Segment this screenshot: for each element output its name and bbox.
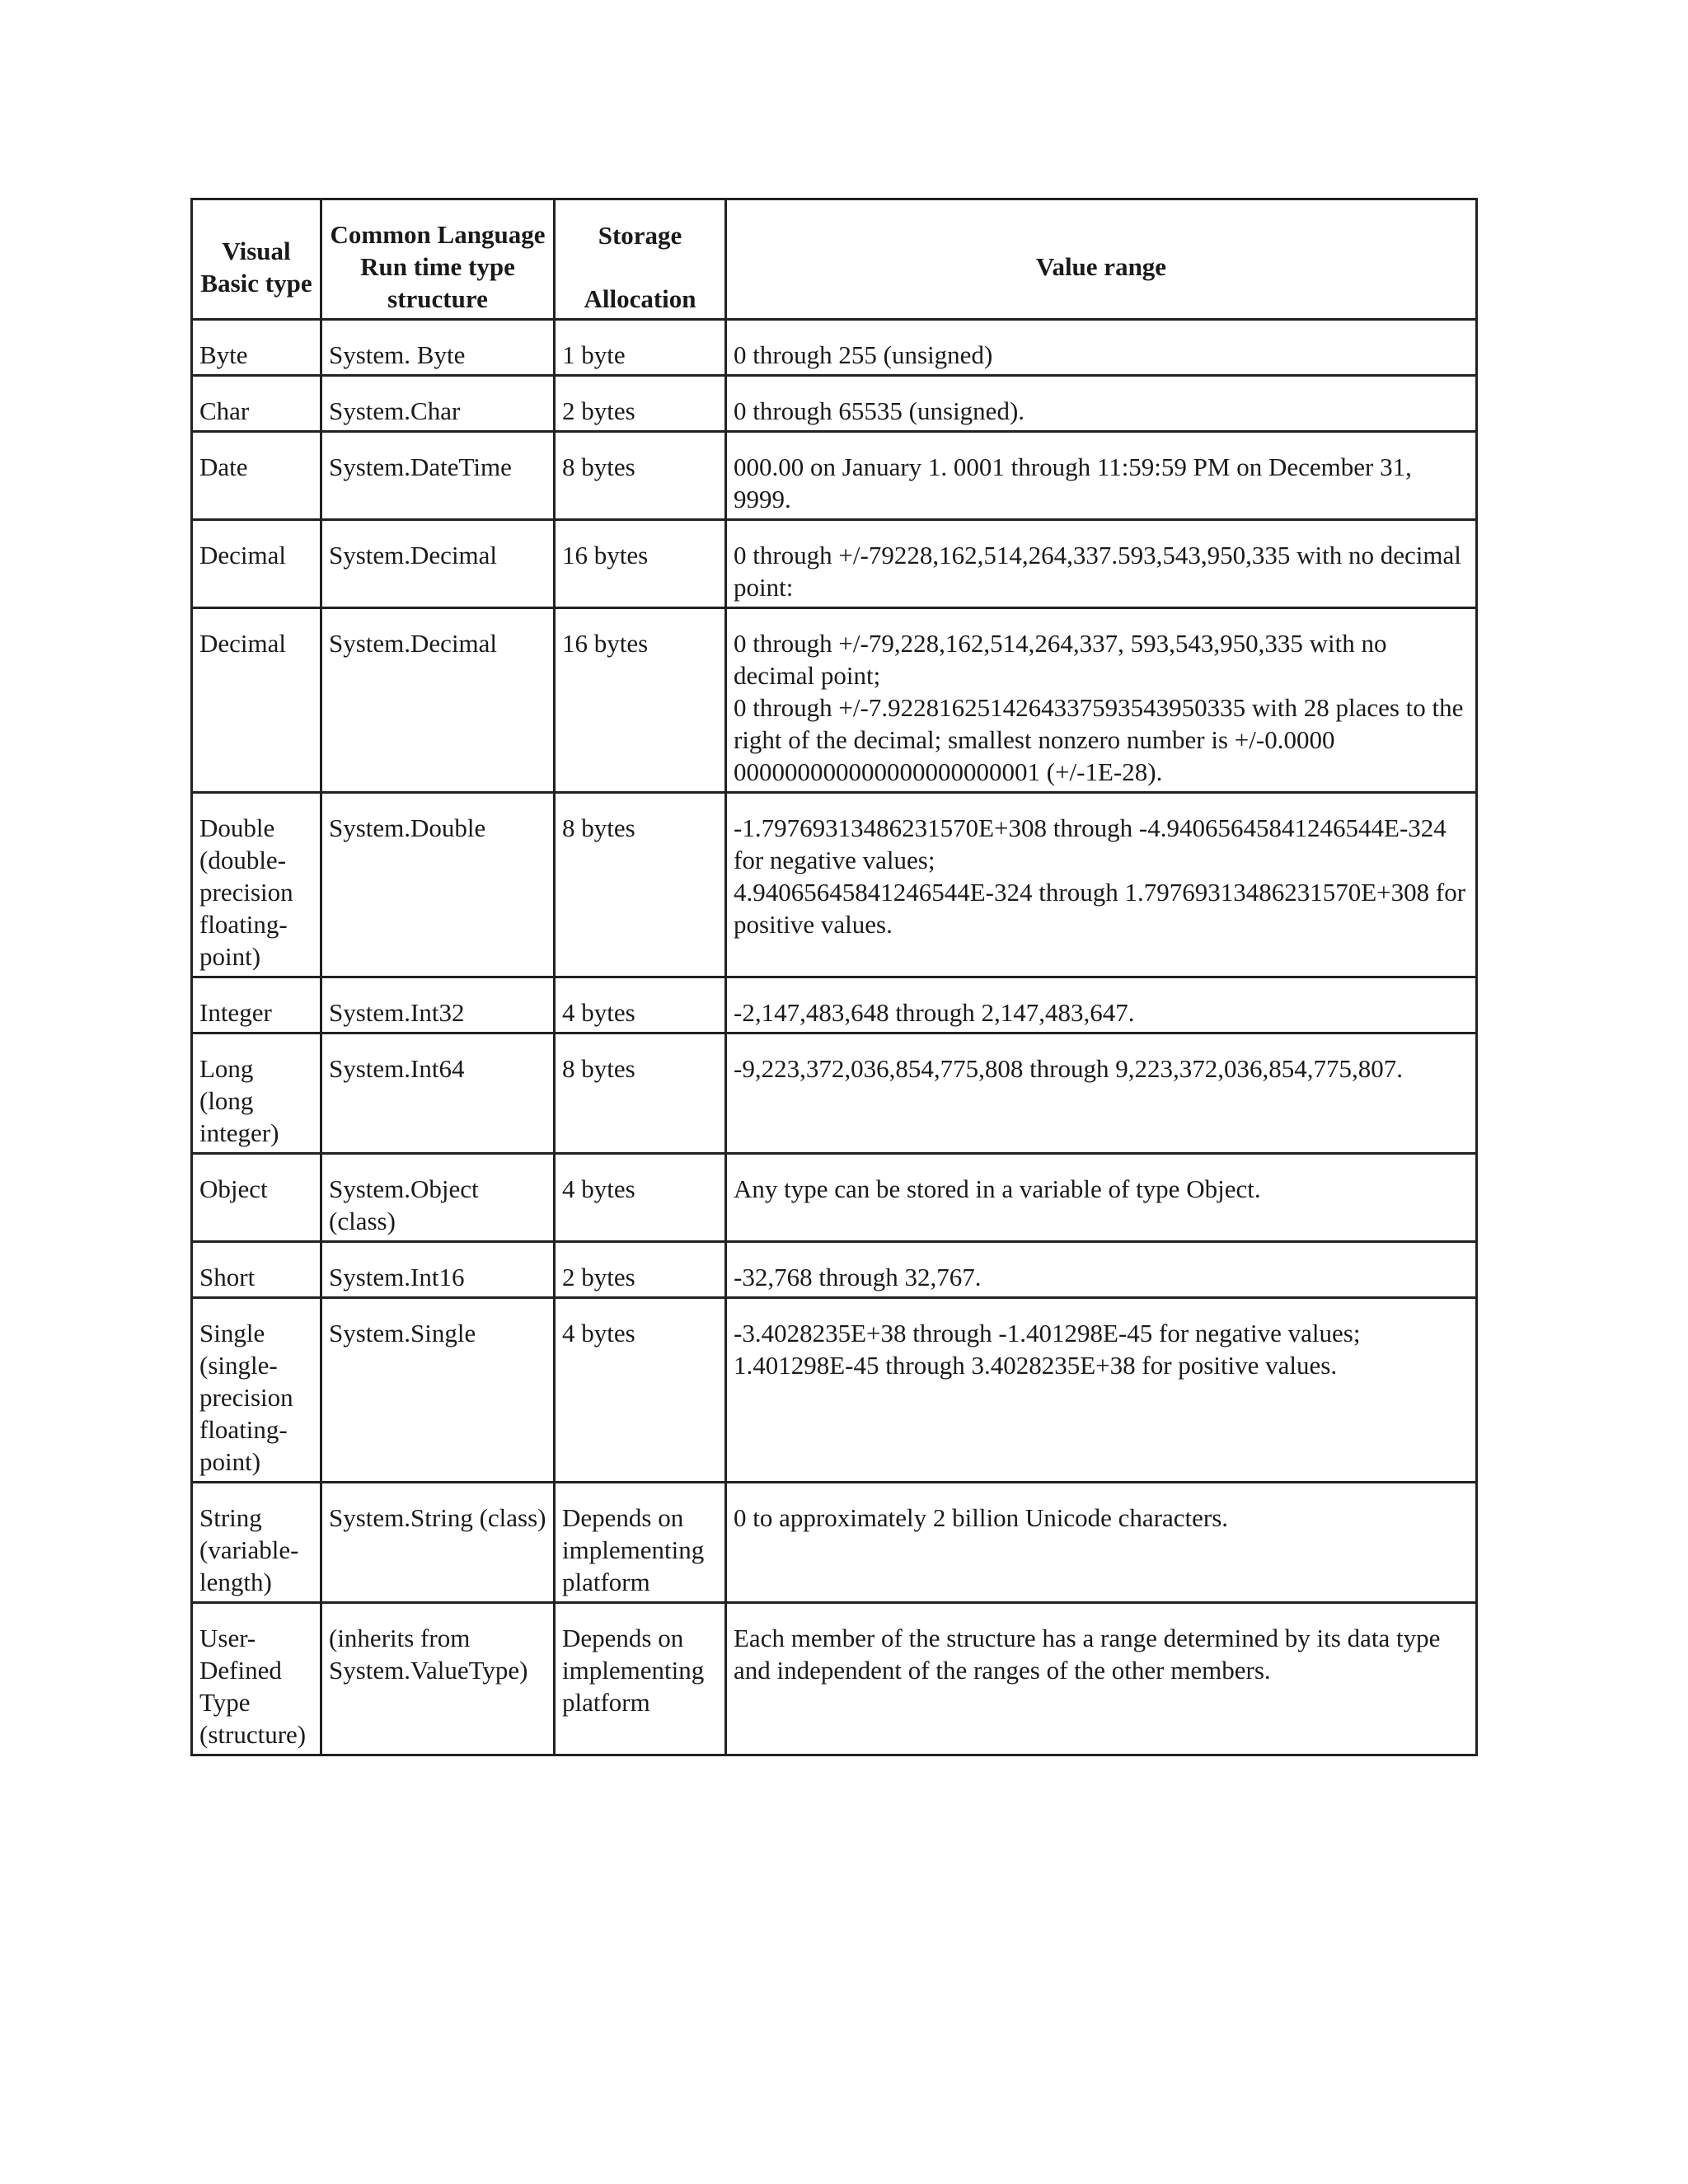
cell-value-range <box>726 1154 1477 1242</box>
table-row <box>192 520 1477 608</box>
table-row <box>192 432 1477 520</box>
cell-value-range <box>726 432 1477 520</box>
value-range-text: -9,223,372,036,854,775,808 through 9,223,372,036,854,775,807. <box>734 1054 1404 1083</box>
cell-storage-allocation: 1 byte <box>555 320 726 376</box>
cell-storage-allocation: Depends on implementing platform <box>555 1603 726 1755</box>
value-range-text: 0 through +/-79228,162,514,264,337.593,543,950,335 with no decimal point: <box>734 541 1461 602</box>
header-storage-label: Storage <box>598 220 682 250</box>
header-value-range: Value range <box>726 199 1477 320</box>
cell-clr-type: System.DateTime <box>321 432 555 520</box>
cell-storage-allocation: 4 bytes <box>555 977 726 1033</box>
cell-clr-type: System.Decimal <box>321 520 555 608</box>
cell-clr-type: System.Double <box>321 793 555 977</box>
cell-clr-type: (inherits from System.ValueType) <box>321 1603 555 1755</box>
cell-visual-basic-type: Char <box>192 376 321 432</box>
cell-storage-allocation: 8 bytes <box>555 793 726 977</box>
cell-value-range <box>726 376 1477 432</box>
cell-visual-basic-type: User-Defined Type (structure) <box>192 1603 321 1755</box>
data-types-table <box>190 198 1478 1756</box>
table-row <box>192 1242 1477 1298</box>
cell-storage-allocation: 4 bytes <box>555 1298 726 1483</box>
cell-storage-allocation: 16 bytes <box>555 608 726 793</box>
cell-storage-allocation: 8 bytes <box>555 1033 726 1154</box>
cell-value-range <box>726 1298 1477 1483</box>
cell-value-range <box>726 1603 1477 1755</box>
table-row <box>192 793 1477 977</box>
table-row <box>192 1033 1477 1154</box>
cell-value-range <box>726 608 1477 793</box>
cell-visual-basic-type: String (variable-length) <box>192 1483 321 1603</box>
table-row <box>192 1298 1477 1483</box>
value-range-text: 0 through +/-79,228,162,514,264,337, 593,543,950,335 with no decimal point; <box>734 629 1387 690</box>
table-row <box>192 1483 1477 1603</box>
table-header <box>192 199 1477 320</box>
value-range-text: 0 through 255 (unsigned) <box>734 340 993 369</box>
value-range-text: 4.94065645841246544E-324 through 1.79769313486231570E+308 for positive values. <box>734 878 1466 939</box>
value-range-text: 0 through +/-7.9228162514264337593543950335 with 28 places to the right of the decimal; smallest nonzero number is +/-0.0000 000000000000000000000001 (+/-1E-28). <box>734 693 1464 786</box>
cell-visual-basic-type: Object <box>192 1154 321 1242</box>
cell-visual-basic-type: Integer <box>192 977 321 1033</box>
cell-visual-basic-type: Date <box>192 432 321 520</box>
cell-visual-basic-type: Byte <box>192 320 321 376</box>
header-storage-allocation <box>555 199 726 320</box>
table-row <box>192 608 1477 793</box>
table-row <box>192 1154 1477 1242</box>
cell-clr-type: System.Single <box>321 1298 555 1483</box>
value-range-text: 0 through 65535 (unsigned). <box>734 396 1025 425</box>
cell-clr-type: System.Int16 <box>321 1242 555 1298</box>
cell-visual-basic-type: Decimal <box>192 608 321 793</box>
header-clr-type-structure: Common Language Run time type structure <box>321 199 555 320</box>
value-range-text: -3.4028235E+38 through -1.401298E-45 for negative values; <box>734 1319 1361 1347</box>
cell-value-range <box>726 977 1477 1033</box>
cell-storage-allocation: 2 bytes <box>555 376 726 432</box>
value-range-text: -1.79769313486231570E+308 through -4.94065645841246544E-324 for negative values; <box>734 813 1447 874</box>
cell-visual-basic-type: Single (single-precision floating-point) <box>192 1298 321 1483</box>
cell-storage-allocation: 2 bytes <box>555 1242 726 1298</box>
header-visual-basic-type: Visual Basic type <box>192 199 321 320</box>
cell-clr-type: System.Int32 <box>321 977 555 1033</box>
value-range-text: 1.401298E-45 through 3.4028235E+38 for positive values. <box>734 1351 1338 1380</box>
cell-value-range <box>726 793 1477 977</box>
table-row <box>192 376 1477 432</box>
table-row <box>192 977 1477 1033</box>
value-range-text: Each member of the structure has a range determined by its data type and independent of the ranges of the other members. <box>734 1624 1441 1685</box>
cell-value-range <box>726 1242 1477 1298</box>
cell-value-range <box>726 320 1477 376</box>
value-range-text: Any type can be stored in a variable of type Object. <box>734 1174 1261 1203</box>
value-range-text: 000.00 on January 1. 0001 through 11:59:59 PM on December 31, 9999. <box>734 452 1412 513</box>
cell-storage-allocation: Depends on implementing platform <box>555 1483 726 1603</box>
cell-value-range <box>726 1033 1477 1154</box>
value-range-text: -2,147,483,648 through 2,147,483,647. <box>734 998 1135 1027</box>
cell-storage-allocation: 4 bytes <box>555 1154 726 1242</box>
cell-value-range <box>726 520 1477 608</box>
cell-clr-type: System.Decimal <box>321 608 555 793</box>
table-row <box>192 320 1477 376</box>
cell-visual-basic-type: Long (long integer) <box>192 1033 321 1154</box>
cell-clr-type: System.Char <box>321 376 555 432</box>
header-row <box>192 199 1477 320</box>
cell-clr-type: System.String (class) <box>321 1483 555 1603</box>
value-range-text: -32,768 through 32,767. <box>734 1263 982 1291</box>
table-body <box>192 320 1477 1755</box>
value-range-text: 0 to approximately 2 billion Unicode characters. <box>734 1503 1229 1532</box>
cell-storage-allocation: 8 bytes <box>555 432 726 520</box>
cell-value-range <box>726 1483 1477 1603</box>
cell-visual-basic-type: Short <box>192 1242 321 1298</box>
cell-visual-basic-type: Decimal <box>192 520 321 608</box>
cell-clr-type: System.Object (class) <box>321 1154 555 1242</box>
header-allocation-label: Allocation <box>584 284 696 313</box>
cell-storage-allocation: 16 bytes <box>555 520 726 608</box>
cell-clr-type: System. Byte <box>321 320 555 376</box>
cell-visual-basic-type: Double (double-precision floating-point) <box>192 793 321 977</box>
table-row <box>192 1603 1477 1755</box>
cell-clr-type: System.Int64 <box>321 1033 555 1154</box>
